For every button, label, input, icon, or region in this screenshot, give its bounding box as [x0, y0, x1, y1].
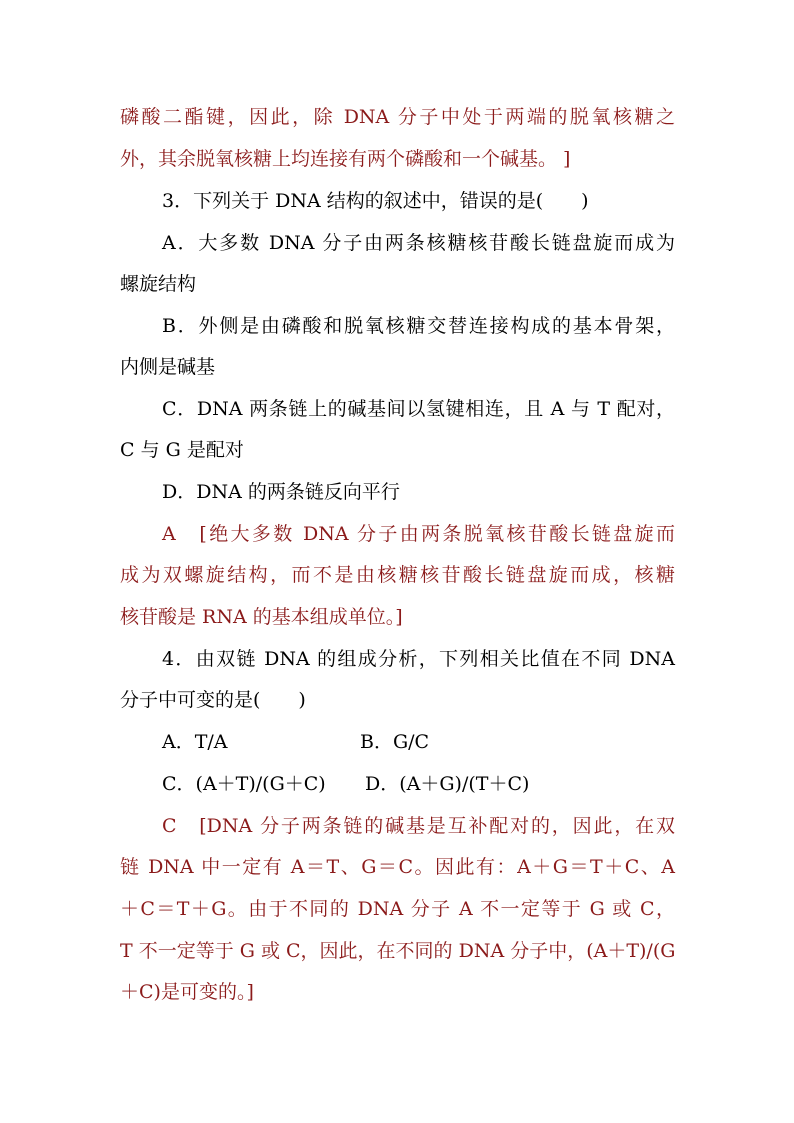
q4-stem-line-2: 分子中可变的是( )	[120, 689, 306, 711]
q4-answer-line-5: ＋C)是可变的。]	[120, 981, 254, 1003]
prev-answer-line-2: 外，其余脱氧核糖上均连接有两个磷酸和一个碱基。 ]	[120, 148, 571, 170]
q4-answer-line-4: T 不一定等于 G 或 C，因此，在不同的 DNA 分子中，(A＋T)/(G	[120, 940, 676, 962]
q3-answer-line-1: A [绝大多数 DNA 分子由两条脱氧核苷酸长链盘旋而	[162, 523, 675, 545]
q4-stem-line-1: 4．由双链 DNA 的组成分析，下列相关比值在不同 DNA	[162, 648, 675, 670]
q3-option-a-line-1: A．大多数 DNA 分子由两条核糖核苷酸长链盘旋而成为	[162, 232, 675, 254]
q4-answer-line-3: ＋C＝T＋G。由于不同的 DNA 分子 A 不一定等于 G 或 C，	[120, 898, 675, 920]
q4-answer-line-1: C [DNA 分子两条链的碱基是互补配对的，因此，在双	[162, 815, 675, 837]
q4-option-d: D．(A＋G)/(T＋C)	[365, 773, 530, 795]
q4-option-c: C．(A＋T)/(G＋C)	[162, 773, 326, 795]
q3-option-c-line-2: C 与 G 是配对	[120, 439, 244, 461]
q3-option-b-line-1: B．外侧是由磷酸和脱氧核糖交替连接构成的基本骨架，	[162, 315, 675, 337]
q3-answer-line-3: 核苷酸是 RNA 的基本组成单位。]	[120, 606, 403, 628]
q3-option-d: D．DNA 的两条链反向平行	[162, 481, 400, 503]
q4-option-a: A．T/A	[162, 731, 228, 753]
q3-answer-line-2: 成为双螺旋结构，而不是由核糖核苷酸长链盘旋而成，核糖	[120, 564, 675, 586]
prev-answer-line-1: 磷酸二酯键，因此，除 DNA 分子中处于两端的脱氧核糖之	[120, 106, 675, 128]
q3-option-a-line-2: 螺旋结构	[120, 273, 197, 295]
q3-stem: 3．下列关于 DNA 结构的叙述中，错误的是( )	[162, 190, 589, 212]
q3-option-c-line-1: C．DNA 两条链上的碱基间以氢键相连，且 A 与 T 配对，	[162, 398, 675, 420]
q4-answer-line-2: 链 DNA 中一定有 A＝T、G＝C。因此有：A＋G＝T＋C、A	[120, 856, 675, 878]
q4-option-b: B．G/C	[360, 731, 430, 753]
q3-option-b-line-2: 内侧是碱基	[120, 356, 216, 378]
